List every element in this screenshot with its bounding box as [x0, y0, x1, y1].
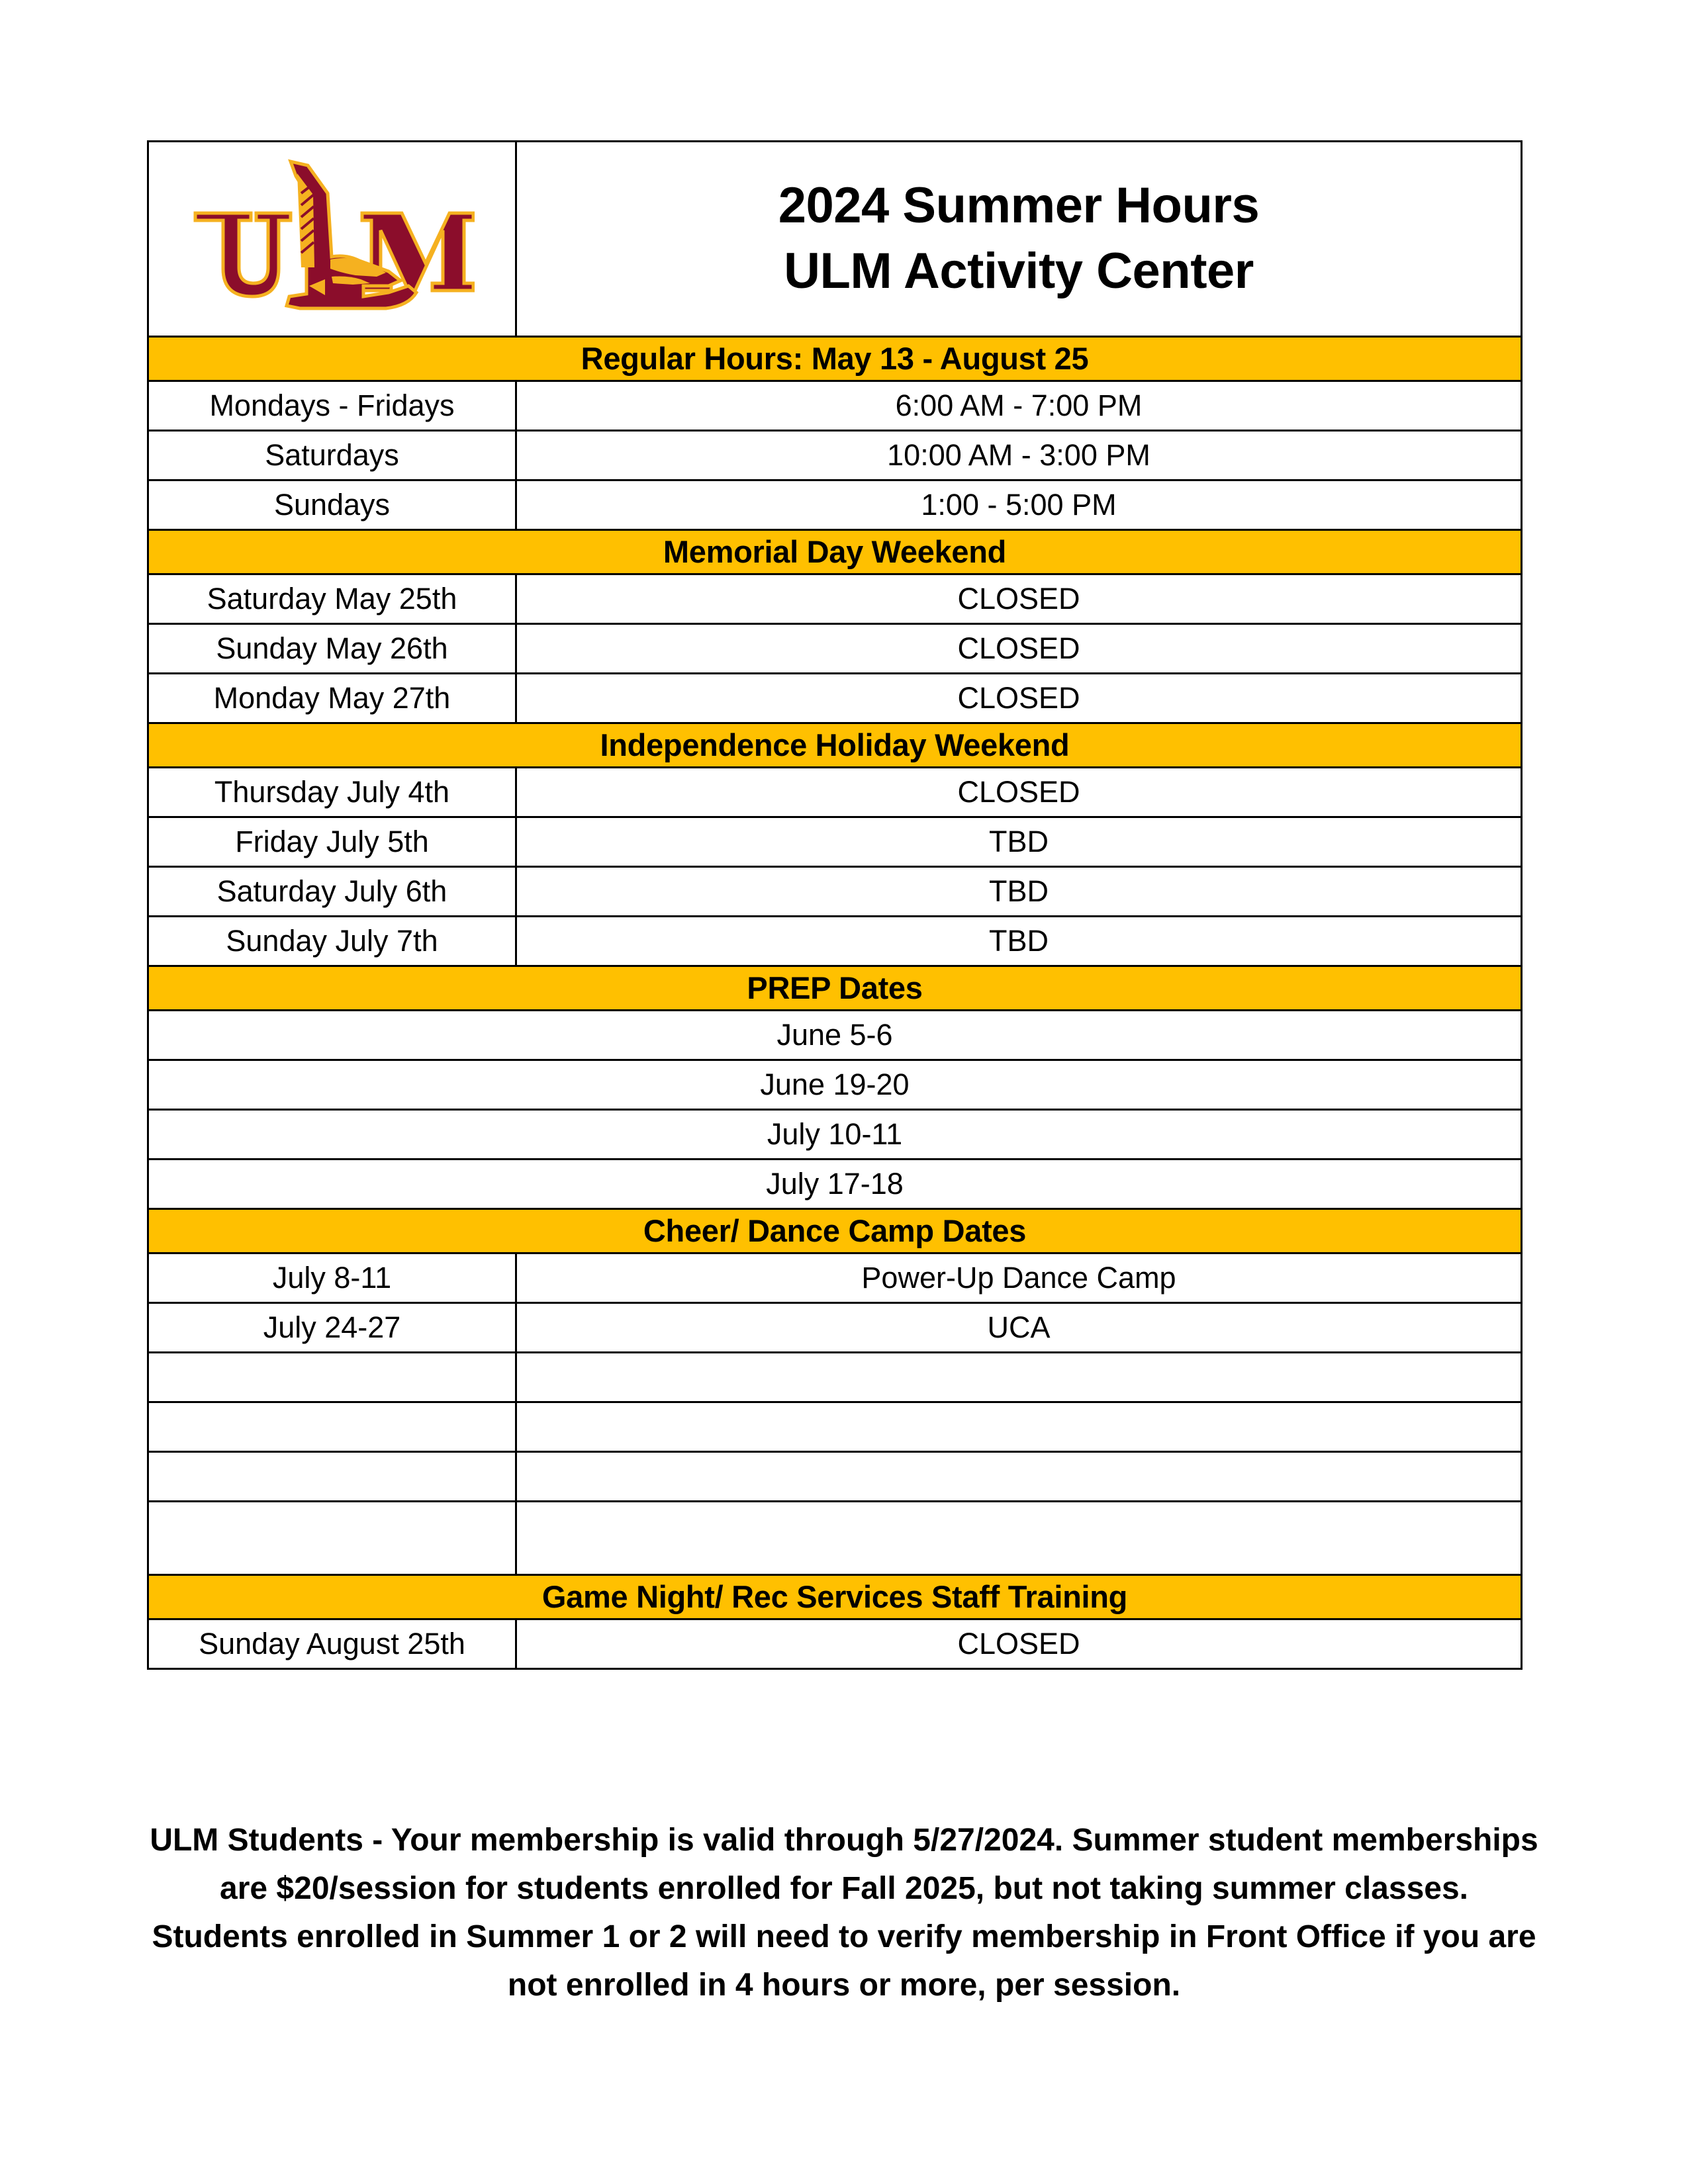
section-heading-row [148, 1575, 1522, 1619]
section-heading-row [148, 1209, 1522, 1253]
table-row [148, 1060, 1522, 1110]
section-heading-game-night: Game Night/ Rec Services Staff Training [148, 1575, 1522, 1619]
section-heading-independence: Independence Holiday Weekend [148, 723, 1522, 768]
row-value: 1:00 - 5:00 PM [516, 480, 1522, 530]
section-heading-row [148, 337, 1522, 381]
page-title-line-1: 2024 Summer Hours [778, 177, 1260, 234]
table-row [148, 1619, 1522, 1669]
ulm-logo-cell [148, 142, 516, 337]
membership-note: ULM Students - Your membership is valid through 5/27/2024. Summer student memberships are $20/session for students enrolled for Fall 2025, but not taking summer classes. Students enrolled in Summer 1 or 2 will need to verify membership in Front Office if you are not enrolled in 4 hours or more, per session. [150, 1823, 1538, 2003]
row-value: July 17-18 [148, 1160, 1522, 1209]
row-label: Sunday July 7th [148, 917, 516, 966]
table-row [148, 624, 1522, 674]
row-value: June 5-6 [148, 1011, 1522, 1060]
section-heading-row [148, 966, 1522, 1011]
row-value: CLOSED [516, 574, 1522, 624]
table-row-empty [148, 1402, 1522, 1452]
document-title-cell [516, 142, 1522, 337]
summer-hours-table [147, 140, 1523, 1670]
table-row [148, 574, 1522, 624]
table-row [148, 1303, 1522, 1353]
row-label: Thursday July 4th [148, 768, 516, 817]
row-label: Saturday July 6th [148, 867, 516, 917]
table-row-empty [148, 1353, 1522, 1402]
table-row [148, 1110, 1522, 1160]
row-value [516, 1353, 1522, 1402]
row-label: Mondays - Fridays [148, 381, 516, 431]
row-value: CLOSED [516, 674, 1522, 723]
row-label [148, 1353, 516, 1402]
table-header-row [148, 142, 1522, 337]
row-label [148, 1502, 516, 1575]
table-row [148, 917, 1522, 966]
row-label: July 24-27 [148, 1303, 516, 1353]
row-label: Monday May 27th [148, 674, 516, 723]
row-label: Sunday May 26th [148, 624, 516, 674]
row-value: Power-Up Dance Camp [516, 1253, 1522, 1303]
row-label: Sunday August 25th [148, 1619, 516, 1669]
table-row [148, 1011, 1522, 1060]
row-label: Saturday May 25th [148, 574, 516, 624]
table-row [148, 480, 1522, 530]
table-row [148, 1160, 1522, 1209]
row-value: TBD [516, 867, 1522, 917]
row-label: Friday July 5th [148, 817, 516, 867]
section-heading-row [148, 723, 1522, 768]
row-label: July 8-11 [148, 1253, 516, 1303]
section-heading-prep-dates: PREP Dates [148, 966, 1522, 1011]
table-row [148, 817, 1522, 867]
table-row [148, 867, 1522, 917]
row-label: Sundays [148, 480, 516, 530]
row-value: CLOSED [516, 624, 1522, 674]
table-row-empty [148, 1452, 1522, 1502]
page-title-line-2: ULM Activity Center [784, 243, 1254, 299]
section-heading-cheer-dance-camp: Cheer/ Dance Camp Dates [148, 1209, 1522, 1253]
table-row [148, 768, 1522, 817]
row-value: UCA [516, 1303, 1522, 1353]
table-row [148, 1253, 1522, 1303]
table-row [148, 674, 1522, 723]
row-label [148, 1402, 516, 1452]
section-heading-memorial-day: Memorial Day Weekend [148, 530, 1522, 574]
section-heading-row [148, 530, 1522, 574]
row-value [516, 1402, 1522, 1452]
row-value: June 19-20 [148, 1060, 1522, 1110]
row-value: CLOSED [516, 1619, 1522, 1669]
row-value [516, 1452, 1522, 1502]
section-heading-regular-hours: Regular Hours: May 13 - August 25 [148, 337, 1522, 381]
table-row-empty [148, 1502, 1522, 1575]
row-value [516, 1502, 1522, 1575]
row-value: CLOSED [516, 768, 1522, 817]
row-value: July 10-11 [148, 1110, 1522, 1160]
table-body [148, 142, 1522, 1669]
row-value: 10:00 AM - 3:00 PM [516, 431, 1522, 480]
ulm-hawk-logo-icon [190, 156, 475, 322]
row-value: TBD [516, 917, 1522, 966]
row-value: 6:00 AM - 7:00 PM [516, 381, 1522, 431]
row-label: Saturdays [148, 431, 516, 480]
row-value: TBD [516, 817, 1522, 867]
row-label [148, 1452, 516, 1502]
table-row [148, 381, 1522, 431]
table-row [148, 431, 1522, 480]
